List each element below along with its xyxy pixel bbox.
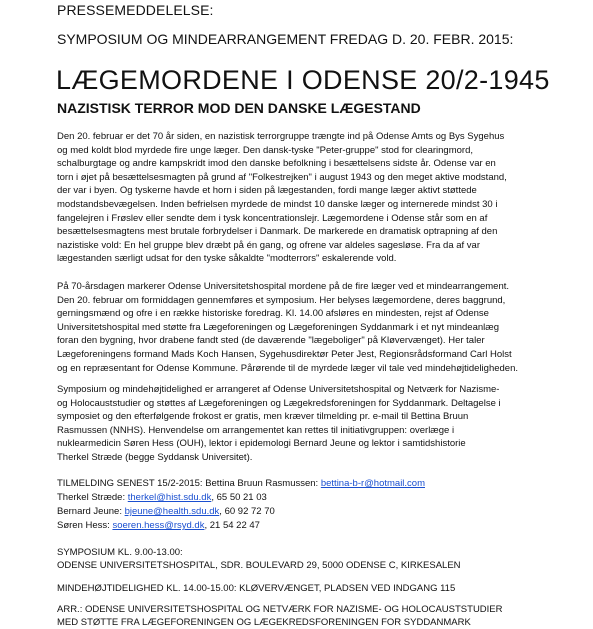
paragraph-line: nuklearmedicin Søren Hess (OUH), lektor i epidemologi Bernard Jeune og lektor i samtidshistorie [57,438,466,450]
paragraph-line: besættelsesmagtens mest brutale forbrydelser i Danmark. De markerede en dramatisk optrapning af den [57,226,498,238]
paragraph-line: nazistiske vold: En hel gruppe blev dræbt på én gang, og ofrene var aldeles sagesløse. Fra da af var [57,239,480,251]
contact-name: Bernard Jeune: [57,506,125,517]
contact-therkel [57,491,425,505]
symposium-time: SYMPOSIUM KL. 9.00-13.00: [57,547,183,558]
paragraph-line: foran den bygning, hvor drabene fandt sted (de daværende "lægeboliger" på Kløvervænget). Her taler [57,335,485,347]
organizers-paragraph [57,383,557,465]
paragraph-line: Symposium og mindehøjtidelighed er arrangeret af Odense Universitetshospital og Netværk for Nazisme- [57,384,500,395]
contact-list [57,477,425,533]
paragraph-line: Den 20. februar om formiddagen gennemføres et symposium. Her belyses lægemordene, deres baggrund, [57,294,506,306]
symposium-heading: SYMPOSIUM OG MINDEARRANGEMENT FREDAG D. 20. FEBR. 2015: [57,31,514,47]
paragraph-line: På 70-årsdagen markerer Odense Universitetshospital mordene på de fire læger ved et mindearrangement. [57,281,510,292]
contact-phone: , 21 54 22 47 [204,520,260,531]
contact-name: Therkel Stræde: [57,492,128,503]
paragraph-line: symposiet og den efterfølgende frokost er gratis, men kræver tilmelding pr. e-mail til Bettina Bruun [57,411,469,423]
contact-phone: , 60 92 72 70 [219,506,275,517]
paragraph-line: og med koldt blod myrdede fire unge læger. Den dansk-tyske "Peter-gruppe" stod for clearingmord, [57,144,473,156]
paragraph-line: og Holocauststudier og støttes af Lægeforeningen og Lægekredsforeningen for Syddanmark. Deltagelse i [57,397,501,409]
contact-email-link[interactable]: therkel@hist.sdu.dk [127,492,212,503]
memorial-time-place: MINDEHØJTIDELIGHED KL. 14.00-15.00: KLØVERVÆNGET, PLADSEN VED INDGANG 115 [57,583,456,594]
arranger-info [57,603,503,629]
contact-name: Søren Hess: [57,520,113,531]
page-subtitle: NAZISTISK TERROR MOD DEN DANSKE LÆGESTAND [57,100,421,116]
paragraph-line: fangelejren i Frøslev eller sendte dem i tysk koncentrationslejr. Lægemordene i Odense står som en af [57,212,488,224]
support-line: MED STØTTE FRA LÆGEFORENINGEN OG LÆGEKREDSFORENINGEN FOR SYDDANMARK [57,617,471,628]
arranger-line: ARR.: ODENSE UNIVERSITETSHOSPITAL OG NETVÆRK FOR NAZISME- OG HOLOCAUSTSTUDIER [57,604,503,615]
registration-email-link[interactable]: bettina-b-r@hotmail.com [320,478,425,489]
paragraph-line: Universitetshospital med støtte fra Lægeforeningen og Lægeforeningen Syddanmark i et nyt mindeanlæg [57,321,500,333]
contact-bernard [57,505,425,519]
contact-phone: , 65 50 21 03 [211,492,267,503]
intro-paragraph [57,130,557,266]
contact-soeren [57,519,425,533]
paragraph-line: der var i byen. Og tyskerne havde et horn i siden på lægestanden, fordi mange læger aktivt støttede [57,185,477,197]
paragraph-line: gerningsmænd og ofre i en række historiske foredrag. Kl. 14.00 afsløres en mindesten, rejst af Odense [57,308,489,320]
page-title: LÆGEMORDENE I ODENSE 20/2-1945 [56,65,550,95]
deadline-text: TILMELDING SENEST 15/2-2015: Bettina Bruun Rasmussen: [57,478,321,489]
paragraph-line: Therkel Stræde (begge Syddansk Universitet). [57,451,253,463]
paragraph-line: torn i øjet på besættelsesmagten på grund af "Folkestrejken" i august 1943 og den meget aktive modstand, [57,171,507,183]
memorial-info [57,582,455,595]
contact-email-link[interactable]: bjeune@health.sdu.dk [124,506,220,517]
paragraph-line: schalburgtage og andre kampskridt imod den danske befolkning i besættelsens sidste år. Odense var en [57,158,496,170]
paragraph-line: lægestanden særligt udsat for den tyske såkaldte "modterrors" eskalerende vold. [57,253,397,265]
contact-email-link[interactable]: soeren.hess@rsyd.dk [112,520,205,531]
paragraph-line: Lægeforeningens formand Mads Koch Hansen, Sygehusdirektør Peter Jest, Regionsrådsformand Carl Holst [57,348,512,360]
press-release-label: PRESSEMEDDELELSE: [57,2,214,18]
paragraph-line: Den 20. februar er det 70 år siden, en nazistisk terrorgruppe trængte ind på Odense Amts og Bys Sygehus [57,131,505,142]
symposium-place: ODENSE UNIVERSITETSHOSPITAL, SDR. BOULEVARD 29, 5000 ODENSE C, KIRKESALEN [57,560,461,571]
paragraph-line: og en repræsentant for Odense Kommune. Pårørende til de myrdede læger vil tale ved mindehøjtideligheden. [57,362,519,374]
paragraph-line: Rasmussen (NNHS). Henvendelse om arrangementet kan rettes til initiativgruppen: overlæge i [57,424,455,436]
anniversary-paragraph [57,280,557,375]
registration-deadline [57,477,425,491]
paragraph-line: modstandsbevægelsen. Inden befrielsen myrdede de mindst 10 danske læger og internerede mindst 30 i [57,198,498,210]
symposium-info [57,546,461,572]
